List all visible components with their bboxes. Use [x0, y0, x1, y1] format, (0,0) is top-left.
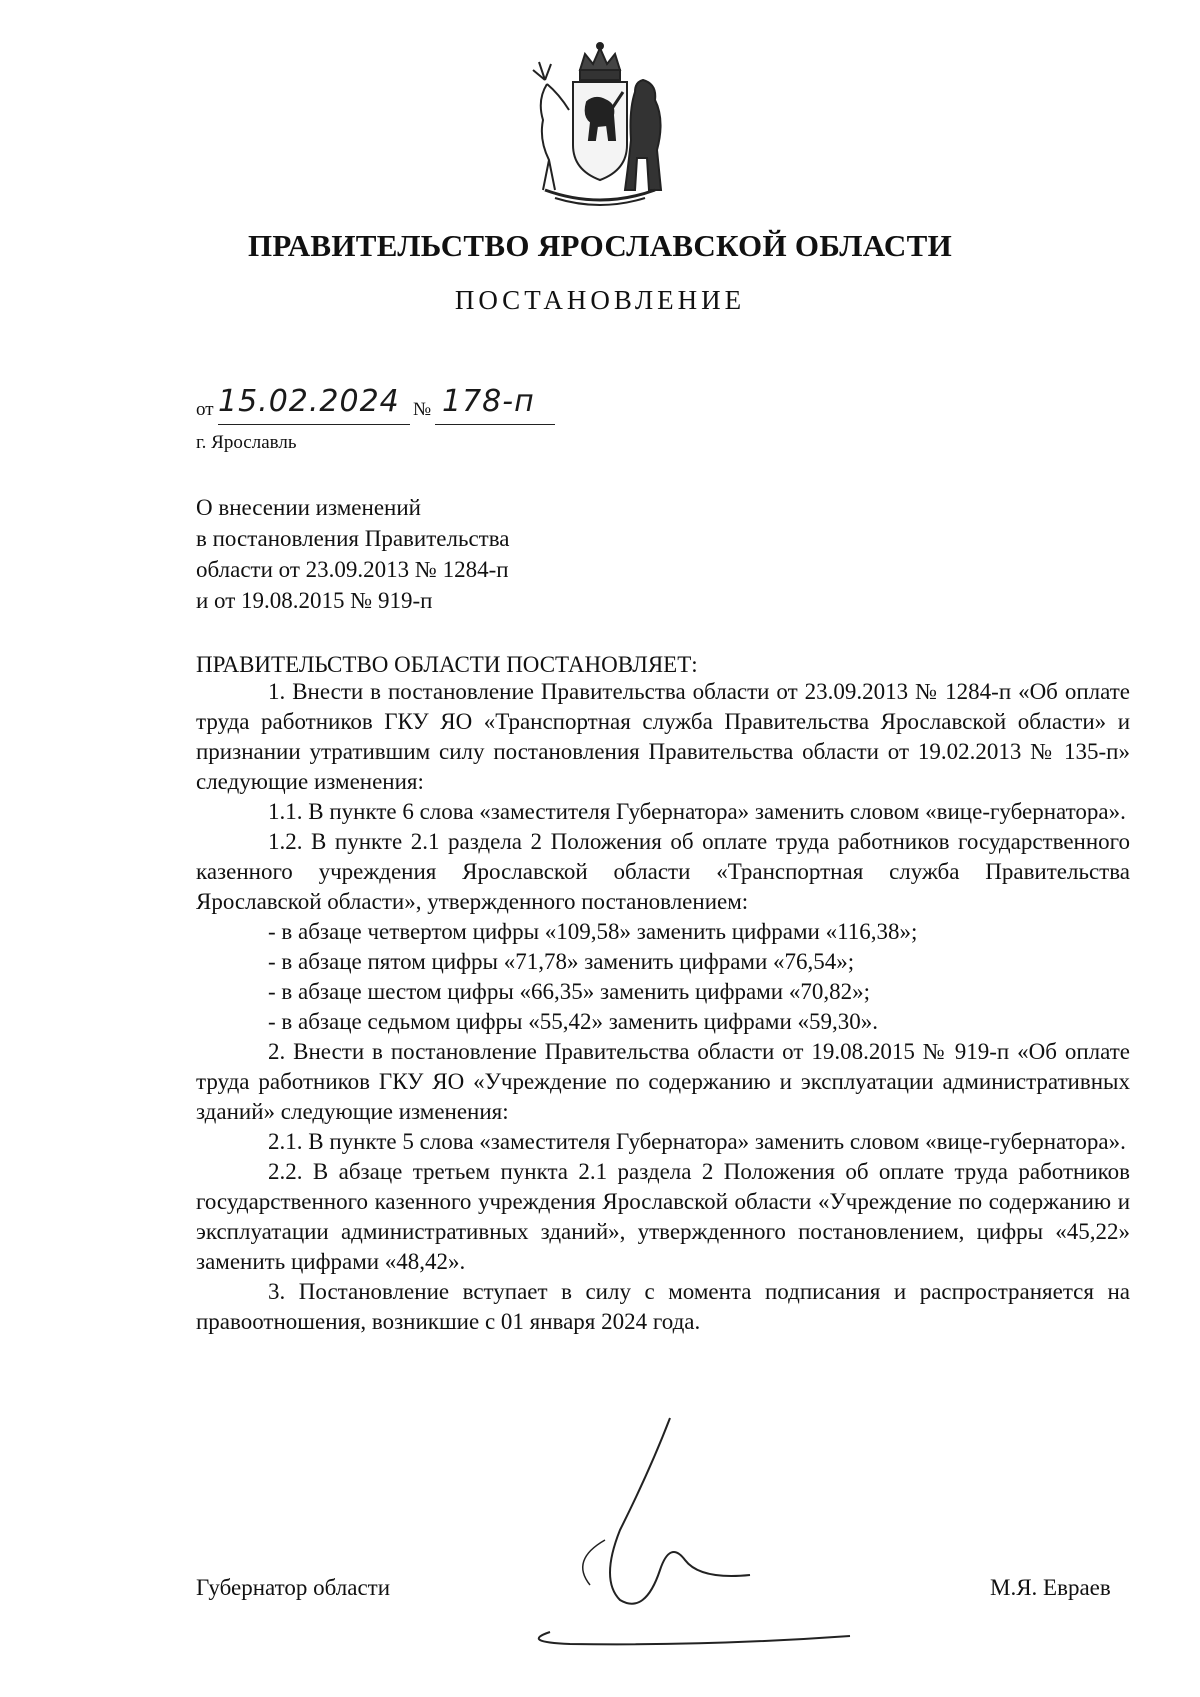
signatory-title: Губернатор области: [196, 1575, 391, 1600]
number-prefix: №: [413, 399, 432, 420]
document-body: [196, 677, 1130, 1337]
list-item: - в абзаце пятом цифры «71,78» заменить цифрами «76,54»;: [268, 949, 855, 974]
list-item: - в абзаце седьмом цифры «55,42» заменить цифрами «59,30».: [268, 1009, 879, 1034]
handwritten-number: 178-п: [442, 384, 535, 419]
list-item: - в абзаце четвертом цифры «109,58» заменить цифрами «116,38»;: [268, 919, 918, 944]
subject-line: О внесении изменений: [196, 495, 421, 520]
paragraph-2: 2. Внести в постановление Правительства области от 19.08.2015 № 919-п «Об оплате труда работников ГКУ ЯО «Учреждение по содержанию и эксплуатации административных зданий» следующие изменения:: [196, 1039, 1130, 1124]
document-subject: [196, 492, 696, 616]
paragraph-2-1: 2.1. В пункте 5 слова «заместителя Губернатора» заменить словом «вице-губернатора».: [268, 1129, 1126, 1154]
number-underline: [435, 424, 555, 425]
city: г. Ярославль: [196, 432, 297, 453]
subject-line: области от 23.09.2013 № 1284-п: [196, 557, 509, 582]
paragraph-1: 1. Внести в постановление Правительства области от 23.09.2013 № 1284-п «Об оплате труда работников ГКУ ЯО «Транспортная служба Правительства Ярославской области» и признании утратившим силу постановления Правительства области от 19.02.2013 № 135-п» следующие изменения:: [196, 679, 1130, 794]
signatory-name: М.Я. Евраев: [990, 1575, 1111, 1600]
paragraph-1-1: 1.1. В пункте 6 слова «заместителя Губернатора» заменить словом «вице-губернатора».: [268, 799, 1126, 824]
date-underline: [218, 424, 410, 425]
decrees-heading: ПРАВИТЕЛЬСТВО ОБЛАСТИ ПОСТАНОВЛЯЕТ:: [196, 652, 698, 677]
handwritten-signature-icon: [510, 1410, 940, 1650]
paragraph-1-2: 1.2. В пункте 2.1 раздела 2 Положения об оплате труда работников государственного казенного учреждения Ярославской области «Транспортная служба Правительства Ярославской области», утвержденного постановлением:: [196, 829, 1130, 914]
document-type: ПОСТАНОВЛЕНИЕ: [454, 285, 746, 315]
paragraph-2-2: 2.2. В абзаце третьем пункта 2.1 раздела 2 Положения об оплате труда работников государственного казенного учреждения Ярославской области «Учреждение по содержанию и эксплуатации административных зданий», утвержденного постановлением, цифры «45,22» заменить цифрами «48,42».: [196, 1159, 1130, 1274]
date-number-line: [196, 384, 566, 428]
list-item: - в абзаце шестом цифры «66,35» заменить цифрами «70,82»;: [268, 979, 870, 1004]
subject-line: в постановления Правительства: [196, 526, 510, 551]
yaroslavl-coat-of-arms-icon: [525, 40, 675, 210]
date-prefix: от: [196, 399, 214, 420]
paragraph-3: 3. Постановление вступает в силу с момента подписания и распространяется на правоотношения, возникшие с 01 января 2024 года.: [196, 1279, 1130, 1334]
handwritten-date: 15.02.2024: [218, 384, 400, 419]
organization-title: ПРАВИТЕЛЬСТВО ЯРОСЛАВСКОЙ ОБЛАСТИ: [248, 228, 952, 263]
subject-line: и от 19.08.2015 № 919-п: [196, 588, 433, 613]
